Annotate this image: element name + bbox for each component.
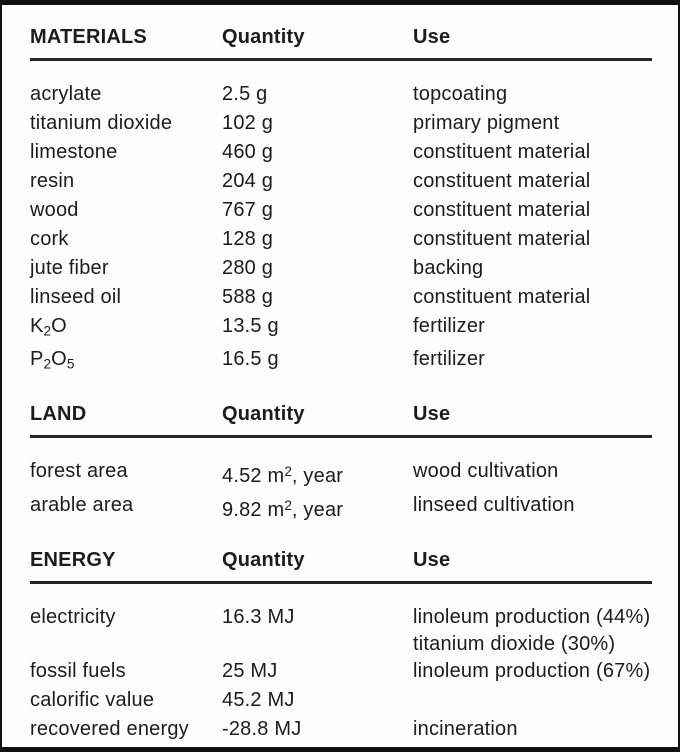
table-section: [30, 546, 652, 744]
section-header-row: [30, 400, 652, 429]
section-rows: [30, 603, 652, 744]
use-line: primary pigment: [413, 112, 560, 134]
table-row: [30, 686, 652, 715]
table-row: [30, 196, 652, 225]
section-rows: [30, 80, 652, 379]
use-column-header: Use: [413, 26, 451, 48]
use-cell: [413, 109, 652, 136]
material-cell: forest area: [30, 459, 128, 482]
quantity-cell: 16.5 g: [222, 348, 279, 371]
table-row: [30, 167, 652, 196]
quantity-column-header: Quantity: [222, 402, 305, 425]
table-row: [30, 345, 652, 378]
use-cell: [413, 603, 652, 657]
table-row: [30, 80, 652, 109]
use-cell: [413, 225, 652, 252]
use-cell: [413, 138, 652, 165]
use-line: constituent material: [413, 199, 591, 221]
material-cell: $K_2O$: [30, 315, 67, 339]
use-cell: [413, 254, 652, 281]
material-cell: limestone: [30, 141, 118, 163]
material-cell: fossil fuels: [30, 660, 126, 682]
use-line: incineration: [413, 718, 518, 740]
use-line: fertilizer: [413, 348, 486, 371]
table-row: [30, 312, 652, 345]
use-cell: [413, 196, 652, 223]
table-section: [30, 400, 652, 525]
material-cell: jute fiber: [30, 257, 109, 279]
use-line: wood cultivation: [413, 459, 559, 482]
quantity-cell: 4.52 $m^2$, year: [222, 463, 344, 487]
use-line: linoleum production (44%): [413, 606, 651, 628]
table-row: [30, 254, 652, 283]
table-row: [30, 109, 652, 138]
use-cell: [413, 312, 652, 339]
use-line: constituent material: [413, 286, 591, 308]
quantity-cell: -28.8 MJ: [222, 718, 302, 740]
use-line: linoleum production (67%): [413, 660, 651, 682]
material-cell: resin: [30, 170, 75, 192]
section-rows: [30, 457, 652, 525]
use-column-header: Use: [413, 402, 451, 425]
quantity-cell: 460 g: [222, 141, 274, 163]
material-cell: linseed oil: [30, 286, 122, 308]
table-row: [30, 138, 652, 167]
use-line: topcoating: [413, 83, 508, 105]
quantity-cell: 102 g: [222, 112, 274, 134]
quantity-cell: 128 g: [222, 228, 274, 250]
use-cell: [413, 167, 652, 194]
material-cell: arable area: [30, 493, 134, 516]
quantity-cell: 25 MJ: [222, 660, 278, 682]
section-title: LAND: [30, 402, 87, 425]
use-line: linseed cultivation: [413, 493, 575, 516]
quantity-cell: 9.82 $m^2$, year: [222, 497, 344, 521]
material-cell: recovered energy: [30, 718, 189, 740]
material-cell: $P_2O_5$: [30, 348, 75, 372]
quantity-cell: 204 g: [222, 170, 274, 192]
section-divider: [30, 435, 652, 438]
use-cell: [413, 283, 652, 310]
section-title: MATERIALS: [30, 26, 147, 48]
quantity-cell: 280 g: [222, 257, 274, 279]
section-title: ENERGY: [30, 549, 116, 571]
use-line: constituent material: [413, 141, 591, 163]
use-line: backing: [413, 257, 484, 279]
use-cell: [413, 657, 652, 684]
section-header-row: [30, 546, 652, 575]
use-column-header: Use: [413, 549, 451, 571]
material-cell: cork: [30, 228, 69, 250]
quantity-cell: 588 g: [222, 286, 274, 308]
table-row: [30, 603, 652, 657]
table-row: [30, 715, 652, 744]
table-row: [30, 657, 652, 686]
table-section: [30, 23, 652, 379]
table-row: [30, 225, 652, 254]
quantity-cell: 13.5 g: [222, 315, 279, 337]
quantity-cell: 16.3 MJ: [222, 606, 295, 628]
material-cell: electricity: [30, 606, 116, 628]
table-row: [30, 491, 652, 525]
material-cell: acrylate: [30, 83, 102, 105]
section-divider: [30, 581, 652, 584]
material-cell: calorific value: [30, 689, 155, 711]
quantity-cell: 2.5 g: [222, 83, 268, 105]
quantity-column-header: Quantity: [222, 549, 305, 571]
use-cell: [413, 80, 652, 107]
quantity-cell: 45.2 MJ: [222, 689, 295, 711]
table-row: [30, 457, 652, 491]
use-line: constituent material: [413, 170, 591, 192]
table-row: [30, 283, 652, 312]
use-cell: [413, 715, 652, 742]
section-divider: [30, 58, 652, 61]
material-cell: wood: [30, 199, 79, 221]
material-cell: titanium dioxide: [30, 112, 173, 134]
use-line: constituent material: [413, 228, 591, 250]
quantity-column-header: Quantity: [222, 26, 305, 48]
quantity-cell: 767 g: [222, 199, 274, 221]
use-line: titanium dioxide (30%): [413, 633, 616, 655]
use-cell: [413, 457, 652, 484]
section-header-row: [30, 23, 652, 52]
use-cell: [413, 345, 652, 372]
use-line: fertilizer: [413, 315, 486, 337]
use-cell: [413, 491, 652, 518]
